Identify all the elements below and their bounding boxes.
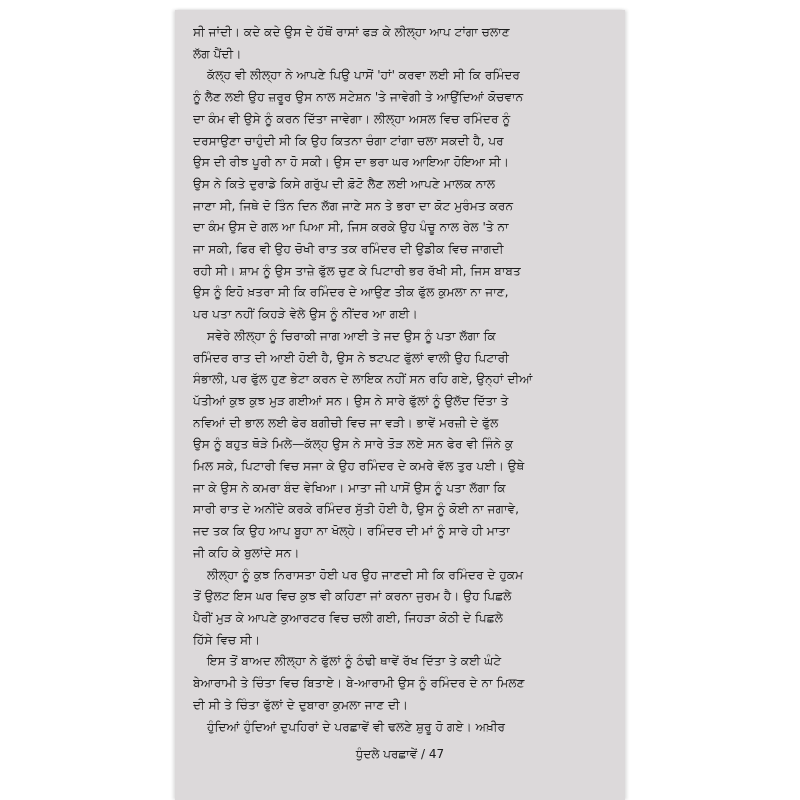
page-body-text [193,22,608,738]
page-footer: ਧੁੰਦਲੇ ਪਰਛਾਵੇਂ / 47 [355,747,445,761]
text-line: ਨਵਿਆਂ ਦੀ ਭਾਲ ਲਈ ਫੇਰ ਬਗੀਚੀ ਵਿਚ ਜਾ ਵੜੀ। ਭਾਵੇਂ ਮਰਜ਼ੀ ਦੇ ਫੁੱਲ [193,415,499,430]
text-line: ਸੰਭਾਲੀ, ਪਰ ਫੁੱਲ ਹੁਣ ਭੇਟਾ ਕਰਨ ਦੇ ਲਾਇਕ ਨਹੀਂ ਸਨ ਰਹਿ ਗਏ, ਉਨ੍ਹਾਂ ਦੀਆਂ [193,372,533,387]
text-line: ਜੀ ਕਹਿ ਕੇ ਬੁਲਾਂਦੇ ਸਨ। [193,545,300,560]
text-line: ਦਰਸਾਉਣਾ ਚਾਹੁੰਦੀ ਸੀ ਕਿ ਉਹ ਕਿਤਨਾ ਚੰਗਾ ਟਾਂਗਾ ਚਲਾ ਸਕਦੀ ਹੈ, ਪਰ [193,133,504,148]
text-line: ਦਾ ਕੰਮ ਉਸ ਦੇ ਗਲ ਆ ਪਿਆ ਸੀ, ਜਿਸ ਕਰਕੇ ਉਹ ਪੰਚੂ ਨਾਲ ਰੇਲ 'ਤੇ ਨਾ [193,220,509,235]
book-page [175,10,625,800]
text-line: ਸੀ ਜਾਂਦੀ। ਕਦੇ ਕਦੇ ਉਸ ਦੇ ਹੱਥੋਂ ਰਾਸਾਂ ਫੜ ਕੇ ਲੀਲ੍ਹਾ ਆਪ ਟਾਂਗਾ ਚਲਾਣ [193,25,510,39]
text-line: ਲੱਗ ਪੈਂਦੀ। [193,46,242,61]
text-line: ਪੱਤੀਆਂ ਕੁਝ ਕੁਝ ਮੁੜ ਗਈਆਂ ਸਨ। ਉਸ ਨੇ ਸਾਰੇ ਫੁੱਲਾਂ ਨੂੰ ਉਲੱਦ ਦਿੱਤਾ ਤੇ [193,393,509,408]
text-line: ਪੈਰੀਂ ਮੁੜ ਕੇ ਆਪਣੇ ਕੁਆਰਟਰ ਵਿਚ ਚਲੀ ਗਈ, ਜਿਹੜਾ ਕੋਠੀ ਦੇ ਪਿਛਲੇ [193,610,503,625]
text-line: ਉਸ ਨੇ ਕਿਤੇ ਦੁਰਾਡੇ ਕਿਸੇ ਗਰੁੱਪ ਦੀ ਫ਼ੋਟੋ ਲੈਣ ਲਈ ਆਪਣੇ ਮਾਲਕ ਨਾਲ [193,176,496,191]
text-line: ਰਹੀ ਸੀ। ਸ਼ਾਮ ਨੂੰ ਉਸ ਤਾਜ਼ੇ ਫੁੱਲ ਚੁਣ ਕੇ ਪਿਟਾਰੀ ਭਰ ਰੱਖੀ ਸੀ, ਜਿਸ ਬਾਬਤ [193,263,521,278]
text-line: ਉਸ ਨੂੰ ਇਹੋ ਖ਼ਤਰਾ ਸੀ ਕਿ ਰਮਿੰਦਰ ਦੇ ਆਉਣ ਤੀਕ ਫੁੱਲ ਕੁਮਲਾ ਨਾ ਜਾਣ, [193,285,509,300]
text-line: ਸਵੇਰੇ ਲੀਲ੍ਹਾ ਨੂੰ ਚਿਰਾਕੀ ਜਾਗ ਆਈ ਤੇ ਜਦ ਉਸ ਨੂੰ ਪਤਾ ਲੱਗਾ ਕਿ [207,328,496,343]
text-line: ਹੁੰਦਿਆਂ ਹੁੰਦਿਆਂ ਦੁਪਹਿਰਾਂ ਦੇ ਪਰਛਾਵੇਂ ਵੀ ਢਲਣੇ ਸ਼ੁਰੂ ਹੋ ਗਏ। ਅਖ਼ੀਰ [207,719,506,734]
text-line: ਬੇਆਰਾਮੀ ਤੇ ਚਿੰਤਾ ਵਿਚ ਬਿਤਾਏ। ਬੇ-ਆਰਾਮੀ ਉਸ ਨੂੰ ਰਮਿੰਦਰ ਦੇ ਨਾ ਮਿਲਣ [193,676,525,691]
text-line: ਦਾ ਕੰਮ ਵੀ ਉਸੇ ਨੂੰ ਕਰਨ ਦਿੱਤਾ ਜਾਵੇਗਾ। ਲੀਲ੍ਹਾ ਅਸਲ ਵਿਚ ਰਮਿੰਦਰ ਨੂੰ [193,111,511,126]
text-line: ਇਸ ਤੋਂ ਬਾਅਦ ਲੀਲ੍ਹਾ ਨੇ ਫੁੱਲਾਂ ਨੂੰ ਠੰਢੀ ਥਾਵੇਂ ਰੱਖ ਦਿੱਤਾ ਤੇ ਕਈ ਘੰਟੇ [207,654,502,669]
text-line: ਸਾਰੀ ਰਾਤ ਦੇ ਅਨੀਂਦੇ ਕਰਕੇ ਰਮਿੰਦਰ ਸੁੱਤੀ ਹੋਈ ਹੈ, ਉਸ ਨੂੰ ਕੋਈ ਨਾ ਜਗਾਵੇ, [193,502,519,517]
text-line: ਉਸ ਨੂੰ ਬਹੁਤ ਥੋੜੇ ਮਿਲੇ—ਕੱਲ੍ਹ ਉਸ ਨੇ ਸਾਰੇ ਤੋੜ ਲਏ ਸਨ ਫੇਰ ਵੀ ਜਿੰਨੇ ਕੁ [193,437,514,452]
text-line: ਨੂੰ ਲੈਣ ਲਈ ਉਹ ਜ਼ਰੂਰ ਉਸ ਨਾਲ ਸਟੇਸ਼ਨ 'ਤੇ ਜਾਵੇਗੀ ਤੇ ਆਉਂਦਿਆਂ ਕੋਚਵਾਨ [193,90,524,105]
text-line: ਰਮਿੰਦਰ ਰਾਤ ਦੀ ਆਈ ਹੋਈ ਹੈ, ਉਸ ਨੇ ਝਟਪਟ ਫੁੱਲਾਂ ਵਾਲੀ ਉਹ ਪਿਟਾਰੀ [193,350,509,365]
text-line: ਲੀਲ੍ਹਾ ਨੂੰ ਕੁਝ ਨਿਰਾਸਤਾ ਹੋਈ ਪਰ ਉਹ ਜਾਣਦੀ ਸੀ ਕਿ ਰਮਿੰਦਰ ਦੇ ਹੁਕਮ [207,567,524,582]
text-line: ਜਦ ਤਕ ਕਿ ਉਹ ਆਪ ਬੂਹਾ ਨਾ ਖੋਲ੍ਹੇ। ਰਮਿੰਦਰ ਦੀ ਮਾਂ ਨੂੰ ਸਾਰੇ ਹੀ ਮਾਤਾ [193,524,510,539]
text-line: ਦੀ ਸੀ ਤੇ ਚਿੰਤਾ ਫੁੱਲਾਂ ਦੇ ਦੁਬਾਰਾ ਕੁਮਲਾ ਜਾਣ ਦੀ। [193,697,408,712]
text-line: ਕੱਲ੍ਹ ਵੀ ਲੀਲ੍ਹਾ ਨੇ ਆਪਣੇ ਪਿਉ ਪਾਸੋਂ 'ਹਾਂ' ਕਰਵਾ ਲਈ ਸੀ ਕਿ ਰਮਿੰਦਰ [207,68,520,83]
text-line: ਜਾ ਸਕੀ, ਫਿਰ ਵੀ ਉਹ ਚੋਖੀ ਰਾਤ ਤਕ ਰਮਿੰਦਰ ਦੀ ਉਡੀਕ ਵਿਚ ਜਾਗਦੀ [193,242,504,257]
text-line: ਉਸ ਦੀ ਰੀਝ ਪੂਰੀ ਨਾ ਹੋ ਸਕੀ। ਉਸ ਦਾ ਭਰਾ ਘਰ ਆਇਆ ਹੋਇਆ ਸੀ। [193,155,509,170]
text-line: ਪਰ ਪਤਾ ਨਹੀਂ ਕਿਹੜੇ ਵੇਲੇ ਉਸ ਨੂੰ ਨੀਂਦਰ ਆ ਗਈ। [193,307,418,322]
text-line: ਤੋਂ ਉਲਟ ਇਸ ਘਰ ਵਿਚ ਕੁਝ ਵੀ ਕਹਿਣਾ ਜਾਂ ਕਰਨਾ ਜੁਰਮ ਹੈ। ਉਹ ਪਿਛਲੇ [193,589,512,604]
text-line: ਮਿਲ ਸਕੇ, ਪਿਟਾਰੀ ਵਿਚ ਸਜਾ ਕੇ ਉਹ ਰਮਿੰਦਰ ਦੇ ਕਮਰੇ ਵੱਲ ਤੁਰ ਪਈ। ਉਥੇ [193,459,525,474]
text-line: ਜਾ ਕੇ ਉਸ ਨੇ ਕਮਰਾ ਬੰਦ ਵੇਖਿਆ। ਮਾਤਾ ਜੀ ਪਾਸੋਂ ਉਸ ਨੂੰ ਪਤਾ ਲੱਗਾ ਕਿ [193,480,506,495]
text-line: ਹਿੱਸੇ ਵਿਚ ਸੀ। [193,632,261,647]
text-line: ਜਾਣਾ ਸੀ, ਜਿਥੇ ਦੋ ਤਿੰਨ ਦਿਨ ਲੱਗ ਜਾਣੇ ਸਨ ਤੇ ਭਰਾ ਦਾ ਕੋਟ ਮੁਰੰਮਤ ਕਰਨ [193,198,514,213]
